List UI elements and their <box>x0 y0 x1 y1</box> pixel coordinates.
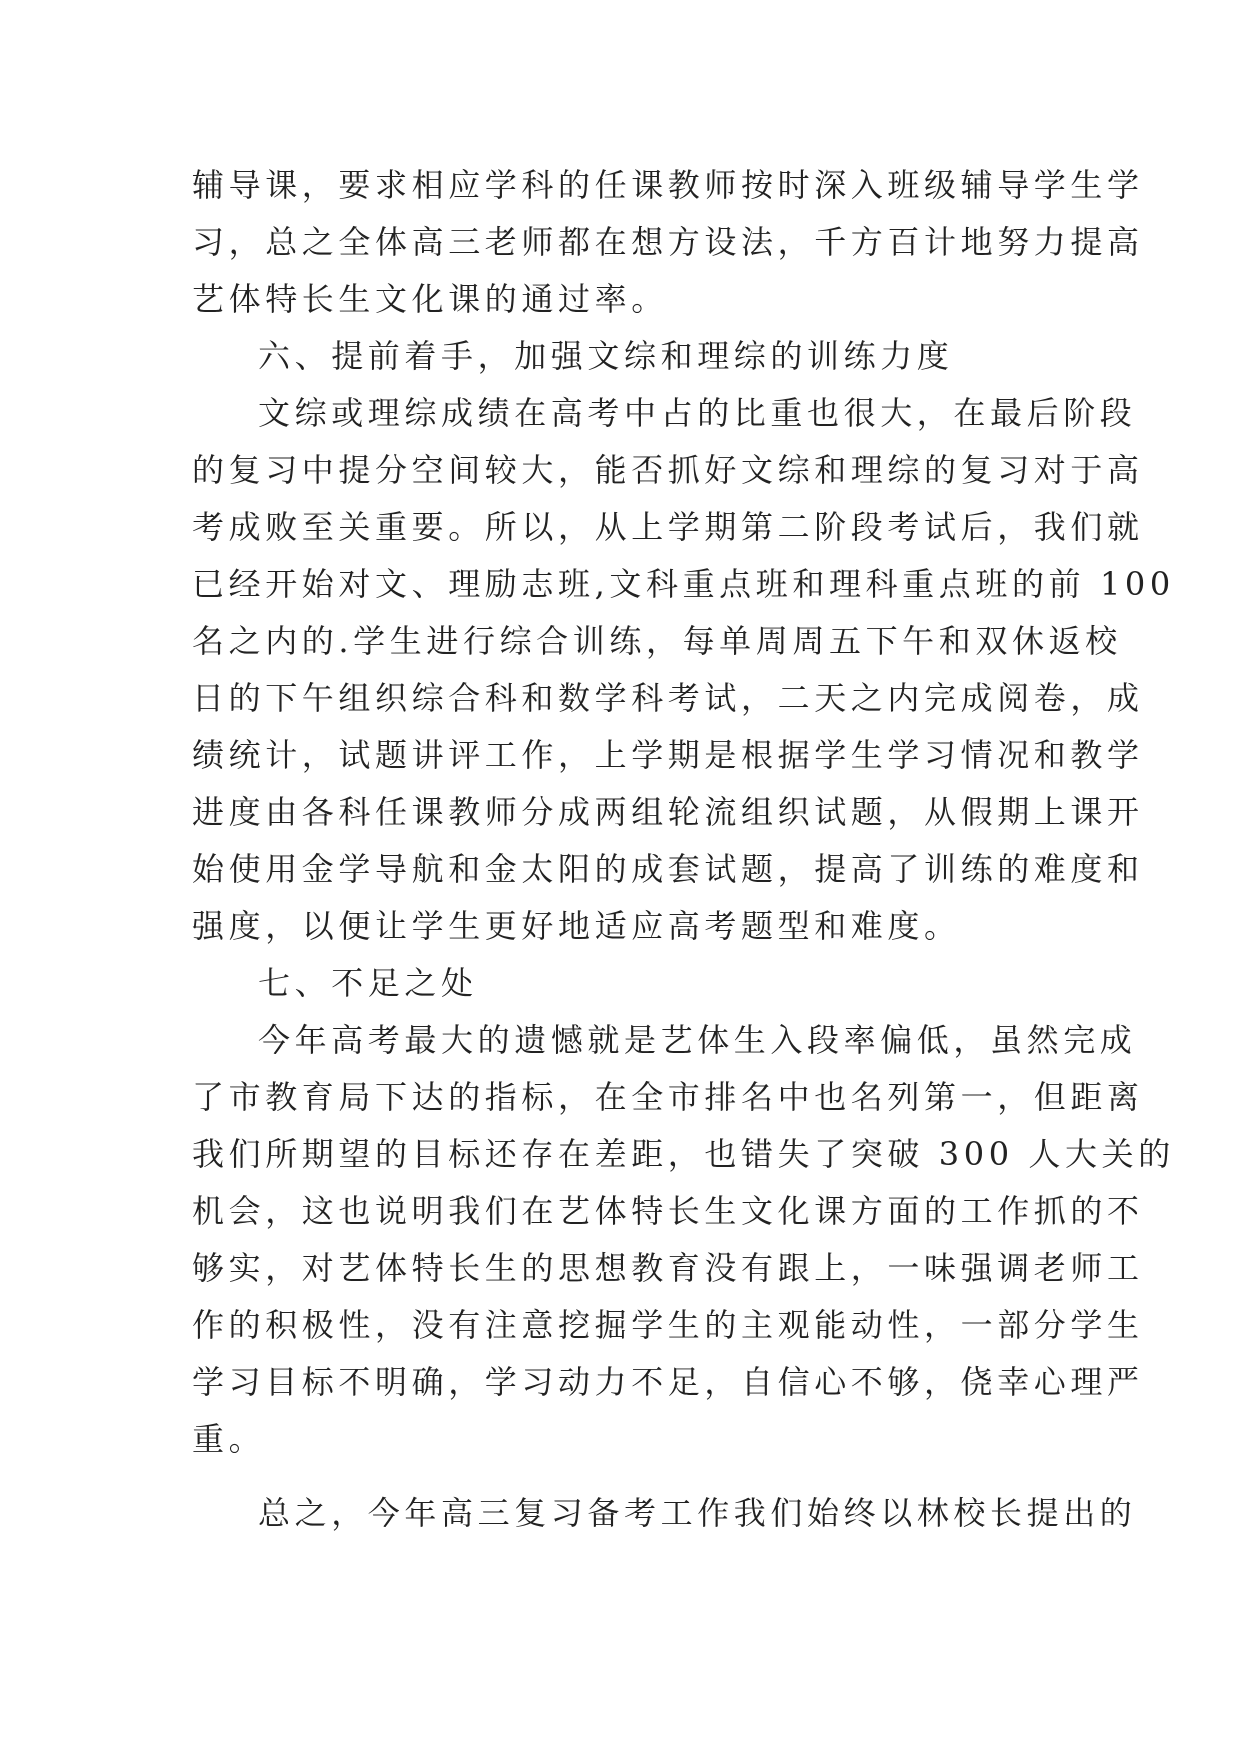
text-line: 绩统计，试题讲评工作，上学期是根据学生学习情况和教学 <box>192 736 1144 774</box>
text-line: 习，总之全体高三老师都在想方设法，千方百计地努力提高 <box>192 223 1144 261</box>
text-line: 重。 <box>192 1420 266 1458</box>
text-line: 够实，对艺体特长生的思想教育没有跟上，一味强调老师工 <box>192 1249 1144 1287</box>
text-line: 名之内的.学生进行综合训练，每单周周五下午和双休返校 <box>192 622 1122 660</box>
text-line: 了市教育局下达的指标，在全市排名中也名列第一，但距离 <box>192 1078 1144 1116</box>
text-line: 艺体特长生文化课的通过率。 <box>192 280 668 318</box>
text-line: 强度，以便让学生更好地适应高考题型和难度。 <box>192 907 961 945</box>
text-line: 考成败至关重要。所以，从上学期第二阶段考试后，我们就 <box>192 508 1144 546</box>
text-line: 学习目标不明确，学习动力不足，自信心不够，侥幸心理严 <box>192 1363 1144 1401</box>
text-line: 我们所期望的目标还存在差距，也错失了突破 300 人大关的 <box>192 1135 1175 1173</box>
text-line: 辅导课，要求相应学科的任课教师按时深入班级辅导学生学 <box>192 166 1144 204</box>
text-line: 文综或理综成绩在高考中占的比重也很大，在最后阶段 <box>258 394 1137 432</box>
section-heading: 六、提前着手，加强文综和理综的训练力度 <box>258 337 954 375</box>
text-line: 进度由各科任课教师分成两组轮流组织试题，从假期上课开 <box>192 793 1144 831</box>
text-line: 总之，今年高三复习备考工作我们始终以林校长提出的 <box>258 1494 1137 1532</box>
section-heading: 七、不足之处 <box>258 964 478 1002</box>
text-line: 已经开始对文、理励志班,文科重点班和理科重点班的前 100 <box>192 565 1175 603</box>
text-line: 始使用金学导航和金太阳的成套试题，提高了训练的难度和 <box>192 850 1144 888</box>
text-line: 机会，这也说明我们在艺体特长生文化课方面的工作抓的不 <box>192 1192 1144 1230</box>
text-line: 今年高考最大的遗憾就是艺体生入段率偏低，虽然完成 <box>258 1021 1137 1059</box>
text-line: 的复习中提分空间较大，能否抓好文综和理综的复习对于高 <box>192 451 1144 489</box>
text-line: 作的积极性，没有注意挖掘学生的主观能动性，一部分学生 <box>192 1306 1144 1344</box>
text-line: 日的下午组织综合科和数学科考试，二天之内完成阅卷，成 <box>192 679 1144 717</box>
